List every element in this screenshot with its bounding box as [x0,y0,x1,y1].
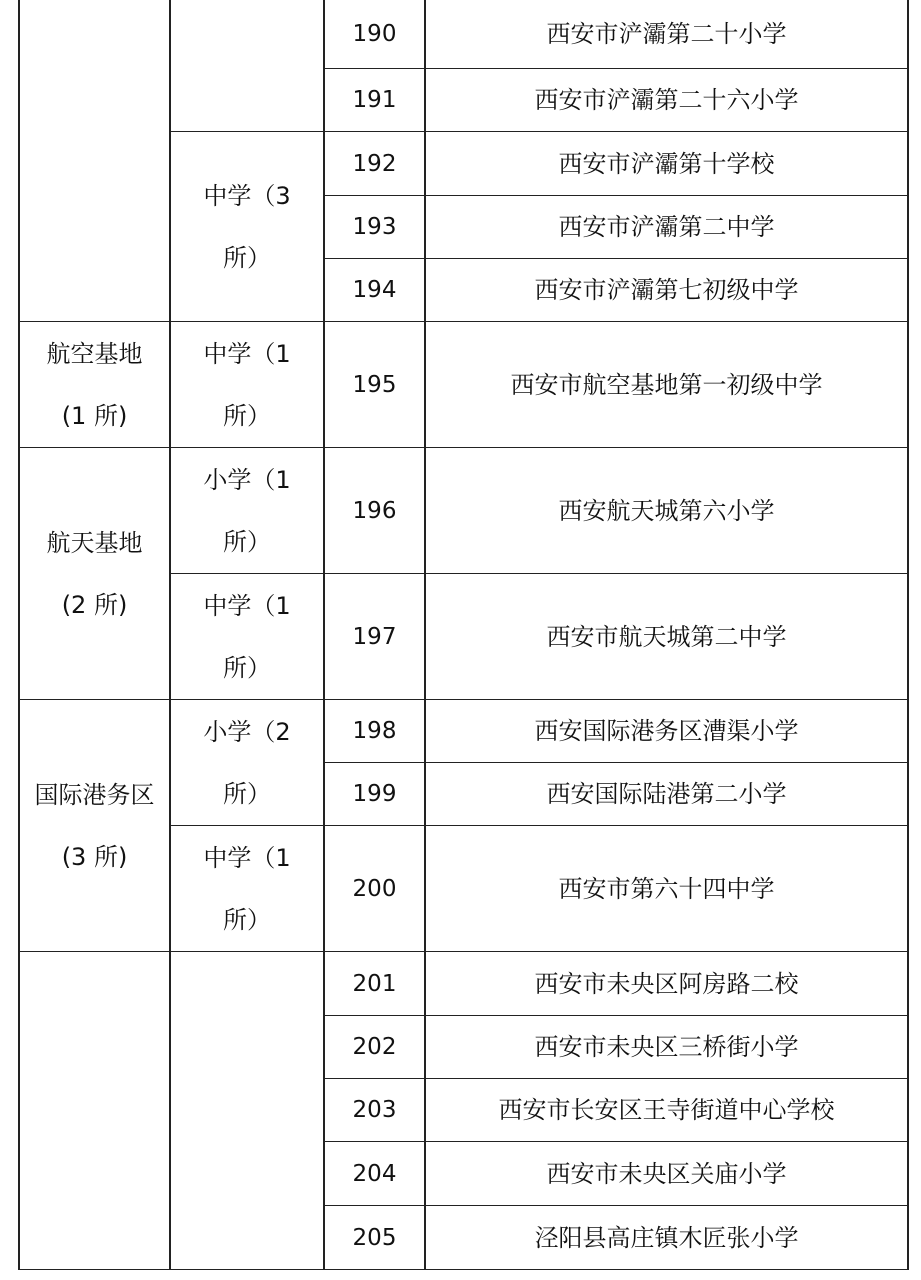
row-number: 190 [352,21,397,47]
school-name: 西安市未央区阿房路二校 [534,969,799,998]
school-name: 西安国际陆港第二小学 [546,780,787,808]
school-name: 西安航天城第六小学 [558,496,775,525]
row-number: 197 [352,623,397,650]
row-number: 193 [352,214,397,240]
school-name: 西安市航空基地第一初级中学 [510,370,823,399]
row-number: 204 [352,1160,397,1187]
school-type-cell: 小学（1 所） [203,465,291,556]
school-name: 西安市航天城第二中学 [546,622,787,651]
school-type-cell: 中学（1 所） [203,843,291,934]
school-name: 西安市浐灞第七初级中学 [534,276,799,304]
school-type-cell: 小学（2 所） [203,717,291,808]
row-number: 199 [352,781,397,807]
row-number: 200 [352,875,397,902]
school-name: 西安市浐灞第二中学 [558,213,775,241]
district-cell: 航天基地 (2 所) [46,528,143,619]
row-number: 205 [352,1224,397,1251]
school-type-cell: 中学（3 所） [203,181,291,272]
row-number: 192 [352,150,397,177]
school-name: 西安市未央区关庙小学 [546,1159,787,1188]
school-name: 西安市未央区三桥街小学 [534,1033,799,1061]
district-cell: 航空基地 (1 所) [46,339,143,430]
row-number: 191 [352,87,397,113]
school-name: 西安市浐灞第十学校 [558,149,775,178]
school-name: 西安市浐灞第二十六小学 [534,86,799,114]
row-number: 196 [352,497,397,524]
table-border-bottom [18,1269,909,1270]
row-number: 198 [352,718,397,744]
row-number: 202 [352,1034,397,1060]
district-cell: 国际港务区 (3 所) [34,780,155,871]
school-name: 西安市第六十四中学 [558,874,775,903]
school-name: 西安市长安区王寺街道中心学校 [498,1096,835,1124]
row-number: 201 [352,970,397,997]
school-type-cell: 中学（1 所） [203,339,291,430]
row-number: 194 [352,277,397,303]
row-number: 195 [352,371,397,398]
table-border-right [907,0,909,1270]
school-name: 西安市浐灞第二十小学 [546,20,787,48]
row-number: 203 [352,1097,397,1123]
school-type-cell: 中学（1 所） [203,591,291,682]
school-name: 西安国际港务区漕渠小学 [534,717,799,745]
school-name: 泾阳县高庄镇木匠张小学 [534,1223,799,1252]
